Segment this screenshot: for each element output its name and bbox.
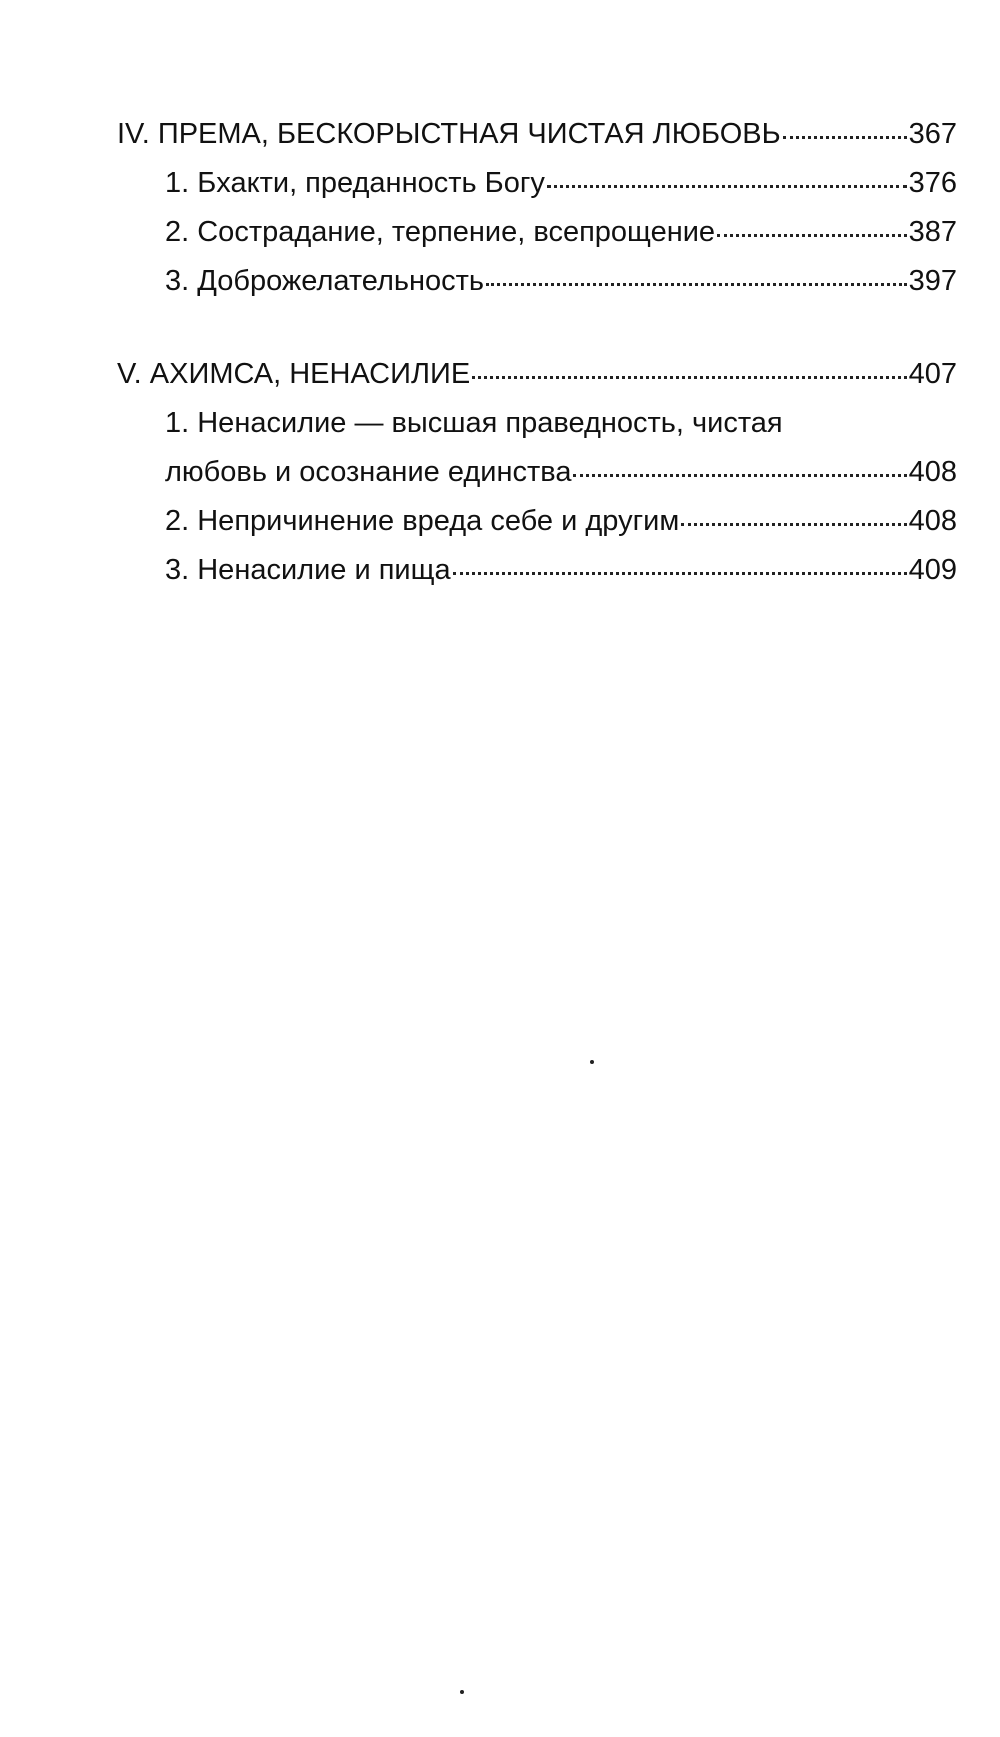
- toc-entry-title: 2. Сострадание, терпение, всепрощение: [165, 216, 716, 248]
- scan-speck: [460, 1690, 464, 1694]
- toc-entry[interactable]: [117, 110, 957, 159]
- toc-entry-page: 407: [908, 358, 957, 390]
- dot-leader: [486, 282, 907, 286]
- toc-entry-title: 1. Бхакти, преданность Богу: [165, 167, 545, 199]
- dot-leader: [573, 473, 906, 477]
- toc-entry-title: 2. Непричинение вреда себе и другим: [165, 505, 680, 537]
- dot-leader: [547, 184, 907, 188]
- dot-leader: [783, 135, 907, 139]
- toc-entry[interactable]: [117, 546, 957, 595]
- toc-entry[interactable]: [117, 159, 957, 208]
- toc-entry-page: 408: [908, 505, 957, 537]
- scan-speck: [590, 1060, 594, 1064]
- toc-entry[interactable]: [117, 350, 957, 399]
- toc-entry-title: IV. ПРЕМА, БЕСКОРЫСТНАЯ ЧИСТАЯ ЛЮБОВЬ: [117, 118, 781, 150]
- toc-entry-page: 409: [908, 554, 957, 586]
- toc-entry-title: 3. Доброжелательность: [165, 265, 485, 297]
- toc-entry[interactable]: [117, 257, 957, 306]
- dot-leader: [717, 233, 907, 237]
- toc-entry-title: V. АХИМСА, НЕНАСИЛИЕ: [117, 358, 471, 390]
- toc-entry[interactable]: [117, 448, 957, 497]
- toc-entry[interactable]: [117, 497, 957, 546]
- toc-entry-title: 3. Ненасилие и пища: [165, 554, 451, 586]
- toc-section-iv: [117, 110, 957, 306]
- toc-entry-page: 408: [908, 456, 957, 488]
- table-of-contents: [117, 110, 957, 639]
- dot-leader: [453, 571, 907, 575]
- toc-entry-page: 367: [908, 118, 957, 150]
- toc-section-v: [117, 350, 957, 595]
- toc-entry-page: 397: [908, 265, 957, 297]
- dot-leader: [472, 375, 906, 379]
- toc-entry[interactable]: [117, 208, 957, 257]
- toc-entry-page: 376: [908, 167, 957, 199]
- dot-leader: [681, 522, 906, 526]
- toc-entry-title: любовь и осознание единства: [165, 456, 572, 488]
- toc-entry-title-line[interactable]: 1. Ненасилие — высшая праведность, чистая: [165, 407, 783, 439]
- toc-entry-page: 387: [908, 216, 957, 248]
